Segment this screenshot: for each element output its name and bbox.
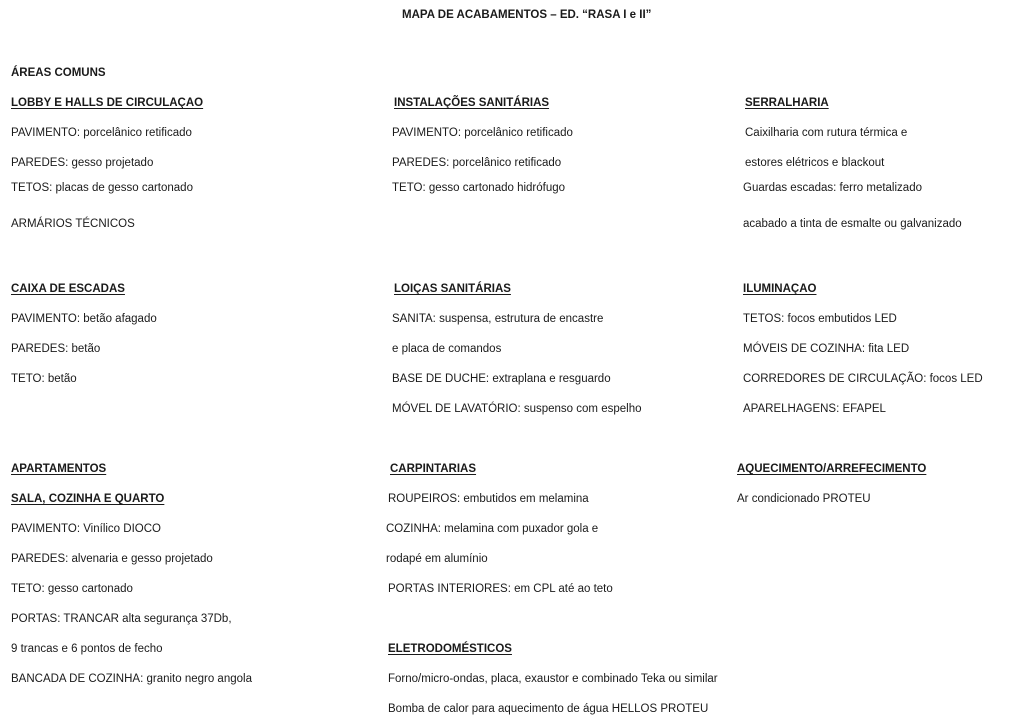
page-title: MAPA DE ACABAMENTOS – ED. “RASA I e II” xyxy=(402,9,652,21)
instalacoes-line: PAVIMENTO: porcelânico retificado xyxy=(392,127,573,139)
section-heading-apartamentos: APARTAMENTOS xyxy=(11,463,107,475)
serralharia-line: acabado a tinta de esmalte ou galvanizado xyxy=(743,218,962,230)
carpintarias-line: COZINHA: melamina com puxador gola e xyxy=(386,523,599,535)
carpintarias-heading: CARPINTARIAS xyxy=(390,463,477,475)
loicas-line: MÓVEL DE LAVATÓRIO: suspenso com espelho xyxy=(392,403,642,415)
lobby-line: ARMÁRIOS TÉCNICOS xyxy=(11,218,135,230)
serralharia-line: estores elétricos e blackout xyxy=(745,157,885,169)
sala-line: BANCADA DE COZINHA: granito negro angola xyxy=(11,673,252,685)
carpintarias-line: PORTAS INTERIORES: em CPL até ao teto xyxy=(388,583,613,595)
lobby-line: TETOS: placas de gesso cartonado xyxy=(11,182,193,194)
iluminacao-line: CORREDORES DE CIRCULAÇÃO: focos LED xyxy=(743,373,983,385)
carpintarias-line: rodapé em alumínio xyxy=(386,553,488,565)
sala-line: PAVIMENTO: Vinílico DIOCO xyxy=(11,523,161,535)
loicas-heading: LOIÇAS SANITÁRIAS xyxy=(394,283,511,295)
sala-line: PAREDES: alvenaria e gesso projetado xyxy=(11,553,213,565)
eletrodomesticos-heading: ELETRODOMÉSTICOS xyxy=(388,643,512,655)
sala-line: TETO: gesso cartonado xyxy=(11,583,133,595)
eletrodomesticos-line: Bomba de calor para aquecimento de água HELLOS PROTEU xyxy=(388,703,709,715)
instalacoes-line: PAREDES: porcelânico retificado xyxy=(392,157,562,169)
section-heading-areas-comuns: ÁREAS COMUNS xyxy=(11,67,106,79)
instalacoes-heading: INSTALAÇÕES SANITÁRIAS xyxy=(394,97,550,109)
serralharia-line: Guardas escadas: ferro metalizado xyxy=(743,182,922,194)
caixa-escadas-line: PAREDES: betão xyxy=(11,343,101,355)
caixa-escadas-line: TETO: betão xyxy=(11,373,77,385)
iluminacao-line: MÓVEIS DE COZINHA: fita LED xyxy=(743,343,910,355)
loicas-line: SANITA: suspensa, estrutura de encastre xyxy=(392,313,604,325)
serralharia-heading: SERRALHARIA xyxy=(745,97,829,109)
sala-heading: SALA, COZINHA E QUARTO xyxy=(11,493,165,505)
iluminacao-line: APARELHAGENS: EFAPEL xyxy=(743,403,886,415)
sala-line: PORTAS: TRANCAR alta segurança 37Db, xyxy=(11,613,232,625)
lobby-line: PAREDES: gesso projetado xyxy=(11,157,154,169)
aquecimento-line: Ar condicionado PROTEU xyxy=(737,493,871,505)
instalacoes-line: TETO: gesso cartonado hidrófugo xyxy=(392,182,566,194)
iluminacao-heading: ILUMINAÇAO xyxy=(743,283,817,295)
serralharia-line: Caixilharia com rutura térmica e xyxy=(745,127,908,139)
carpintarias-line: ROUPEIROS: embutidos em melamina xyxy=(388,493,589,505)
loicas-line: e placa de comandos xyxy=(392,343,502,355)
lobby-heading: LOBBY E HALLS DE CIRCULAÇAO xyxy=(11,97,204,109)
lobby-line: PAVIMENTO: porcelânico retificado xyxy=(11,127,192,139)
sala-line: 9 trancas e 6 pontos de fecho xyxy=(11,643,163,655)
caixa-escadas-line: PAVIMENTO: betão afagado xyxy=(11,313,157,325)
aquecimento-heading: AQUECIMENTO/ARREFECIMENTO xyxy=(737,463,927,475)
eletrodomesticos-line: Forno/micro-ondas, placa, exaustor e combinado Teka ou similar xyxy=(388,673,718,685)
loicas-line: BASE DE DUCHE: extraplana e resguardo xyxy=(392,373,611,385)
iluminacao-line: TETOS: focos embutidos LED xyxy=(743,313,897,325)
caixa-escadas-heading: CAIXA DE ESCADAS xyxy=(11,283,125,295)
